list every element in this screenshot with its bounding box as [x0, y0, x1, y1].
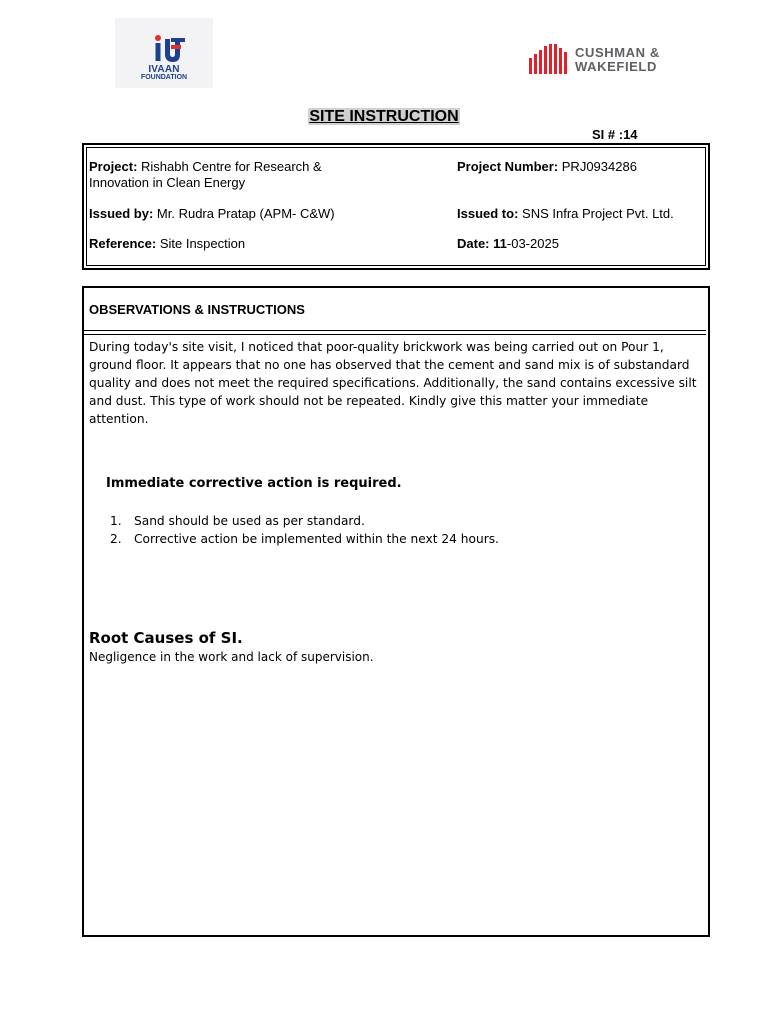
- root-causes-body: Negligence in the work and lack of supervision.: [89, 650, 374, 664]
- issued-to-value: SNS Infra Project Pvt. Ltd.: [522, 206, 674, 221]
- project-info-box: [82, 143, 710, 270]
- issued-by-label: Issued by:: [89, 206, 154, 221]
- cushman-logo-line1: CUSHMAN &: [575, 45, 660, 60]
- list-item: [110, 512, 499, 530]
- project-number-field: [457, 159, 637, 175]
- issued-by-value: Mr. Rudra Pratap (APM- C&W): [156, 206, 335, 221]
- reference-label: Reference:: [89, 236, 157, 251]
- date-field: [457, 236, 559, 252]
- ivaan-foundation-logo: [115, 18, 213, 88]
- issued-to-field: [457, 206, 674, 222]
- root-causes-heading: Root Causes of SI.: [89, 629, 243, 647]
- observations-heading: OBSERVATIONS & INSTRUCTIONS: [89, 302, 305, 317]
- list-item: [110, 530, 499, 548]
- project-field: [89, 159, 369, 191]
- project-value-line1: Rishabh Centre for Research &: [141, 159, 322, 174]
- reference-field: [89, 236, 245, 252]
- ivaan-logo-mark-icon: [149, 34, 189, 64]
- project-number-value: PRJ0934286: [561, 159, 637, 174]
- list-item-number: 2.: [110, 532, 122, 546]
- page-title: SITE INSTRUCTION: [309, 108, 459, 125]
- action-list: [110, 512, 499, 548]
- list-item-text: Corrective action be implemented within the next 24 hours.: [134, 532, 499, 546]
- cushman-logo-line2: WAKEFIELD: [575, 59, 657, 74]
- cushman-wakefield-logo: [528, 42, 688, 76]
- observations-heading-divider: [84, 330, 706, 335]
- date-day: 11: [493, 236, 507, 251]
- project-number-label: Project Number:: [457, 159, 559, 174]
- observations-body: During today's site visit, I noticed that poor-quality brickwork was being carried out on Pour 1, ground floor. It appears that no one has observed that the cement and sand mix is of substandard quality and does not meet the required specifications. Additionally, the sand contains excessive silt and dust. This type of work should not be repeated. Kindly give this matter your immediate attention.: [89, 340, 697, 426]
- date-rest: -03-2025: [506, 236, 559, 251]
- list-item-text: Sand should be used as per standard.: [134, 514, 365, 528]
- project-value-line2: Innovation in Clean Energy: [89, 175, 246, 190]
- date-label: Date:: [457, 236, 490, 251]
- list-item-number: 1.: [110, 514, 122, 528]
- project-label: Project:: [89, 159, 138, 174]
- reference-value: Site Inspection: [159, 236, 246, 251]
- si-number: SI # :14: [592, 127, 638, 142]
- cushman-building-bars-icon: [528, 42, 568, 74]
- issued-to-label: Issued to:: [457, 206, 519, 221]
- ivaan-logo-name: IVAAN: [148, 64, 180, 75]
- issued-by-field: [89, 206, 335, 222]
- action-heading: Immediate corrective action is required.: [106, 476, 402, 491]
- ivaan-logo-sub: FOUNDATION: [140, 74, 188, 81]
